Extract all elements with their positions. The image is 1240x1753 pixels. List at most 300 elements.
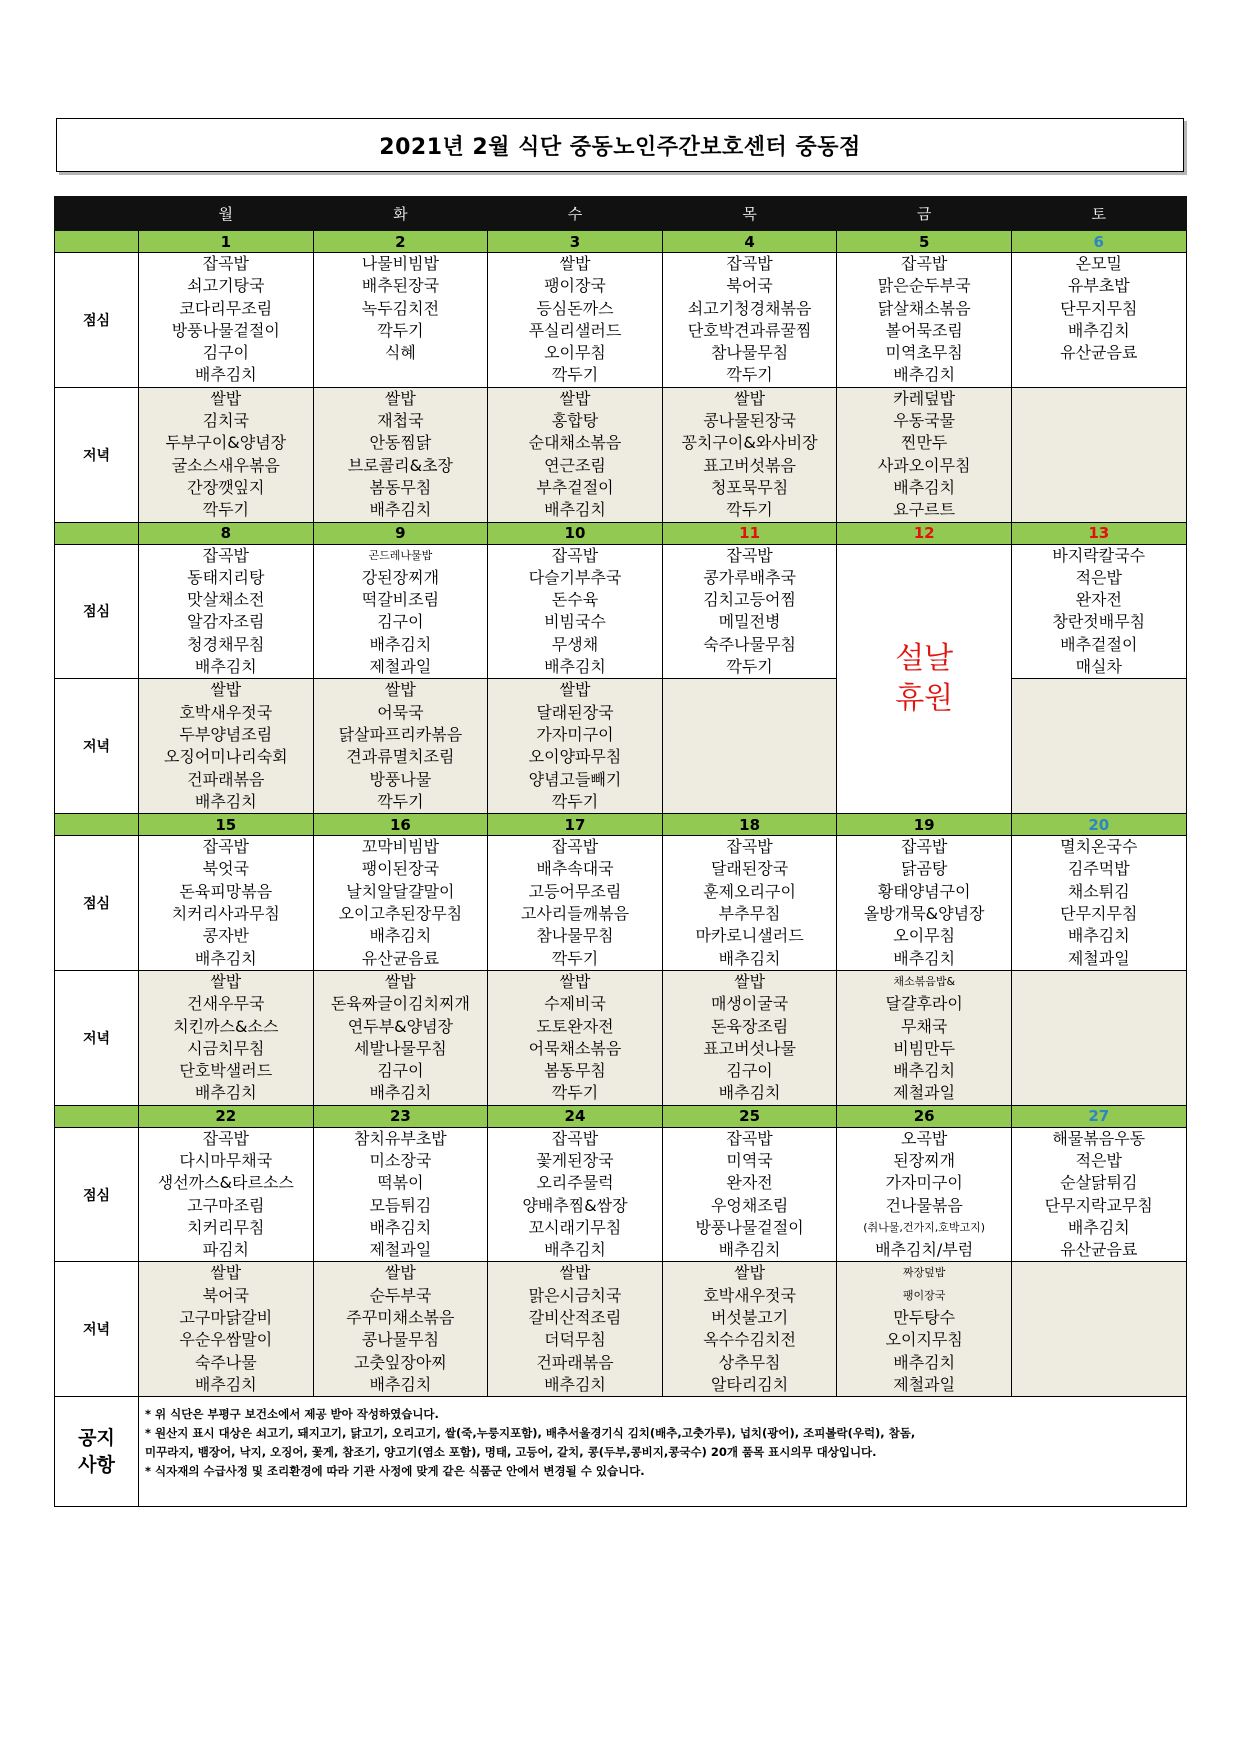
menu-item	[663, 791, 837, 813]
menu-item: 방풍나물	[369, 769, 432, 789]
menu-item: 호박새우젓국	[703, 1285, 796, 1305]
menu-item: 강된장찌개	[361, 567, 440, 587]
menu-item: 등심돈까스	[536, 298, 614, 318]
menu-item: 굴소스새우볶음	[171, 455, 280, 475]
menu-item-list	[488, 679, 662, 813]
menu-item: 두부구이&양념장	[165, 433, 287, 453]
menu-item: 잡곡밥	[551, 545, 599, 565]
menu-item: 깍두기	[726, 500, 773, 520]
date-row	[55, 814, 1187, 836]
notice-label-line: 사항	[78, 1453, 115, 1476]
menu-item: 팽이장국	[902, 1288, 946, 1302]
menu-item	[1012, 1262, 1186, 1284]
menu-item: 잡곡밥	[551, 837, 599, 857]
dinner-menu-cell	[313, 679, 488, 814]
menu-item: 미역초무침	[885, 343, 963, 363]
dinner-menu-cell	[488, 679, 663, 814]
dinner-label: 저녁	[55, 679, 139, 814]
menu-item: 모듬튀김	[369, 1195, 432, 1215]
menu-item: 가자미구이	[536, 724, 614, 744]
menu-item-list	[139, 1262, 313, 1396]
menu-item: 다시마무채국	[179, 1150, 273, 1170]
menu-item: 무채국	[900, 1016, 948, 1036]
lunch-menu-cell	[313, 544, 488, 679]
menu-item	[1012, 971, 1186, 993]
date-cell: 12	[837, 522, 1012, 544]
menu-item: 쌀밥	[384, 971, 416, 991]
menu-item-list	[663, 545, 837, 679]
notice-label	[55, 1397, 139, 1507]
menu-item: 동태지리탕	[187, 567, 265, 587]
weekday-fri: 금	[837, 197, 1012, 231]
menu-item: 배추김치	[194, 948, 257, 968]
menu-item: 매실차	[1075, 657, 1122, 677]
menu-item: 참나물무침	[536, 926, 614, 946]
menu-item	[1012, 1082, 1186, 1104]
menu-item: 잡곡밥	[202, 254, 249, 273]
dinner-menu-cell	[488, 1262, 663, 1397]
menu-item: 재첩국	[377, 411, 424, 431]
menu-item: 단호박샐러드	[179, 1061, 273, 1081]
menu-item: 제철과일	[893, 1083, 956, 1103]
date-cell: 13	[1011, 522, 1186, 544]
menu-item: 배추김치	[1067, 320, 1130, 340]
menu-item	[1012, 769, 1186, 791]
dinner-menu-cell	[662, 679, 837, 814]
menu-item: 오이무침	[544, 343, 606, 363]
date-cell: 22	[139, 1105, 314, 1127]
menu-item: 김치고등어찜	[703, 590, 796, 610]
menu-item-list	[1012, 679, 1186, 813]
date-cell: 5	[837, 231, 1012, 253]
dinner-row	[55, 387, 1187, 522]
date-row	[55, 1105, 1187, 1127]
menu-item: 달걀후라이	[885, 994, 963, 1014]
menu-item: 주꾸미채소볶음	[346, 1308, 455, 1328]
menu-item: 표고버섯나물	[703, 1038, 796, 1058]
menu-item: 달래된장국	[710, 859, 789, 879]
date-cell: 10	[488, 522, 663, 544]
menu-item-list	[663, 1128, 837, 1262]
menu-item	[1012, 1329, 1186, 1351]
notice-body	[139, 1397, 1187, 1507]
menu-item-list	[139, 545, 313, 679]
menu-item: 쌀밥	[559, 680, 591, 700]
menu-item: 양념고들빼기	[528, 769, 622, 789]
menu-item: 잡곡밥	[202, 1128, 249, 1148]
menu-item: 봄동무침	[369, 477, 432, 497]
menu-item: 옥수수김치전	[703, 1330, 796, 1350]
menu-item	[314, 364, 488, 386]
menu-item: 배추속대국	[536, 859, 614, 879]
menu-item: 배추김치	[194, 657, 257, 677]
lunch-menu-cell	[1011, 836, 1186, 971]
menu-item: 깍두기	[551, 948, 599, 968]
menu-item-list	[837, 253, 1011, 387]
menu-item: 시금치무침	[187, 1038, 265, 1058]
notice-line: * 원산지 표시 대상은 쇠고기, 돼지고기, 닭고기, 오리고기, 쌀(죽,누룽지포함), 배추서울경기식 김치(배추,고춧가루), 넙치(광어), 조피볼락(우럭), 참돔,	[145, 1426, 916, 1441]
menu-item-list	[314, 971, 488, 1105]
menu-item: 쌀밥	[559, 254, 591, 273]
menu-item: 창란젓배무침	[1052, 612, 1146, 632]
menu-item-list	[1012, 253, 1186, 387]
lunch-row	[55, 253, 1187, 388]
menu-item: 청경채무침	[187, 634, 265, 654]
menu-item: 잡곡밥	[202, 545, 249, 565]
menu-item: 쌀밥	[559, 1263, 591, 1283]
menu-item: 배추김치	[369, 1083, 432, 1103]
menu-item	[1012, 993, 1186, 1015]
lunch-menu-cell	[837, 253, 1012, 388]
menu-item: 배추김치	[194, 1374, 257, 1394]
menu-item: 식혜	[384, 343, 416, 363]
menu-item: 맑은순두부국	[877, 276, 971, 296]
menu-item: 건파래볶음	[187, 769, 265, 789]
menu-item-list	[663, 836, 837, 970]
menu-item: 배추김치	[718, 1083, 781, 1103]
holiday-line: 휴원	[895, 680, 954, 716]
lunch-menu-cell	[1011, 253, 1186, 388]
menu-item-list	[1012, 545, 1186, 679]
menu-item: 배추김치	[369, 634, 432, 654]
menu-item-list	[488, 1128, 662, 1262]
menu-item: 배추김치	[194, 791, 257, 811]
menu-item: 김구이	[726, 1061, 773, 1081]
menu-item: 메밀전병	[718, 612, 781, 632]
menu-item-list	[314, 1262, 488, 1396]
lunch-menu-cell	[662, 253, 837, 388]
menu-item: 배추김치	[369, 926, 432, 946]
menu-item: 제철과일	[369, 657, 432, 677]
lunch-menu-cell	[313, 253, 488, 388]
lunch-menu-cell	[662, 1127, 837, 1262]
menu-item: 배추김치	[369, 500, 432, 520]
menu-item	[1012, 1038, 1186, 1060]
menu-item: 비빔국수	[544, 612, 606, 632]
menu-item	[1012, 1374, 1186, 1396]
menu-item: (취나물,건가지,호박고지)	[863, 1220, 986, 1234]
menu-item: 참나물무침	[710, 343, 789, 363]
menu-item-list	[488, 388, 662, 522]
dinner-label: 저녁	[55, 387, 139, 522]
menu-item: 채소튀김	[1067, 881, 1130, 901]
date-cell: 11	[662, 522, 837, 544]
menu-item: 돈육짜글이김치찌개	[330, 994, 470, 1014]
menu-item: 고춧잎장아찌	[354, 1352, 447, 1372]
menu-item: 배추김치	[369, 1374, 432, 1394]
menu-item: 쌀밥	[734, 971, 766, 991]
date-row	[55, 522, 1187, 544]
weekday-thu: 목	[662, 197, 837, 231]
lunch-menu-cell	[313, 836, 488, 971]
menu-item: 돈육장조림	[710, 1016, 789, 1036]
date-cell: 6	[1011, 231, 1186, 253]
date-cell: 15	[139, 814, 314, 836]
weekday-sat: 토	[1011, 197, 1186, 231]
dinner-menu-cell	[837, 970, 1012, 1105]
menu-item: 건나물볶음	[885, 1195, 963, 1215]
menu-item-list	[314, 679, 488, 813]
menu-item: 닭살채소볶음	[877, 298, 971, 318]
date-cell: 18	[662, 814, 837, 836]
menu-item: 잡곡밥	[726, 837, 773, 857]
menu-item-list	[139, 679, 313, 813]
weekday-tue: 화	[313, 197, 488, 231]
menu-item: 배추김치	[893, 477, 956, 497]
menu-item: 깍두기	[551, 1083, 599, 1103]
menu-item: 갈비산적조림	[528, 1308, 622, 1328]
menu-item: 쌀밥	[734, 1263, 766, 1283]
menu-item: 양배추찜&쌈장	[522, 1195, 628, 1215]
menu-item: 잡곡밥	[551, 1128, 599, 1148]
dinner-menu-cell	[313, 387, 488, 522]
menu-item	[663, 724, 837, 746]
date-cell: 17	[488, 814, 663, 836]
menu-item: 깍두기	[377, 320, 424, 340]
menu-item: 잡곡밥	[202, 837, 249, 857]
menu-item: 달래된장국	[536, 702, 614, 722]
menu-item: 된장찌개	[893, 1150, 956, 1170]
date-cell: 4	[662, 231, 837, 253]
menu-item: 부추겉절이	[536, 477, 614, 497]
menu-item-list	[837, 388, 1011, 522]
menu-item	[1012, 455, 1186, 477]
date-cell: 8	[139, 522, 314, 544]
menu-item: 쌀밥	[559, 971, 591, 991]
menu-item: 콩나물무침	[361, 1330, 440, 1350]
menu-item	[1012, 702, 1186, 724]
menu-item: 배추김치	[544, 500, 606, 520]
menu-item: 매생이굴국	[710, 994, 789, 1014]
menu-item: 오이고추된장무침	[338, 904, 463, 924]
menu-item: 코다리무조림	[179, 298, 273, 318]
lunch-label: 점심	[55, 544, 139, 679]
menu-item-list	[837, 1128, 1011, 1262]
menu-item-list	[488, 545, 662, 679]
dinner-label: 저녁	[55, 970, 139, 1105]
menu-item	[1012, 410, 1186, 432]
menu-item: 돈수육	[551, 590, 599, 610]
menu-item: 배추김치	[718, 948, 781, 968]
menu-item-list	[837, 971, 1011, 1105]
menu-item-list	[488, 1262, 662, 1396]
lunch-menu-cell	[139, 1127, 314, 1262]
menu-item: 건새우무국	[187, 994, 265, 1014]
dinner-menu-cell	[139, 970, 314, 1105]
lunch-menu-cell	[488, 544, 663, 679]
menu-item-list	[1012, 971, 1186, 1105]
menu-item: 배추김치	[369, 1217, 432, 1237]
menu-item: 완자전	[1075, 590, 1122, 610]
dinner-row	[55, 1262, 1187, 1397]
menu-item: 간장깻잎지	[187, 477, 265, 497]
menu-item	[1012, 724, 1186, 746]
menu-item: 배추김치	[544, 657, 606, 677]
menu-item: 배추김치	[544, 1240, 606, 1260]
dinner-menu-cell	[139, 1262, 314, 1397]
menu-item-list	[139, 1128, 313, 1262]
menu-item	[1012, 1285, 1186, 1307]
dinner-menu-cell	[662, 1262, 837, 1397]
menu-item: 버섯불고기	[710, 1308, 789, 1328]
menu-item: 깍두기	[551, 365, 599, 385]
menu-item: 우동국물	[893, 411, 956, 431]
menu-item-list	[1012, 388, 1186, 522]
date-cell: 19	[837, 814, 1012, 836]
menu-item: 비빔만두	[893, 1038, 956, 1058]
dinner-menu-cell	[837, 1262, 1012, 1397]
lunch-label: 점심	[55, 253, 139, 388]
menu-item: 고등어무조림	[528, 881, 622, 901]
dinner-menu-cell	[313, 970, 488, 1105]
notice-label-line: 공지	[78, 1426, 115, 1449]
dinner-menu-cell	[1011, 387, 1186, 522]
menu-item: 잡곡밥	[726, 545, 773, 565]
menu-item: 카레덮밥	[893, 388, 956, 408]
menu-item: 숙주나물	[194, 1352, 257, 1372]
date-cell: 27	[1011, 1105, 1186, 1127]
menu-item: 배추김치	[718, 1240, 781, 1260]
date-cell: 24	[488, 1105, 663, 1127]
dinner-menu-cell	[1011, 970, 1186, 1105]
menu-item: 배추김치	[194, 1083, 257, 1103]
header-corner	[55, 197, 139, 231]
menu-item: 맛살채소전	[187, 590, 265, 610]
menu-item: 깍두기	[377, 791, 424, 811]
menu-item	[663, 769, 837, 791]
lunch-menu-cell	[662, 544, 837, 679]
menu-item-list	[314, 545, 488, 679]
menu-item: 배추겉절이	[1060, 634, 1138, 654]
menu-item: 잡곡밥	[726, 254, 773, 273]
menu-item: 세발나물무침	[354, 1038, 447, 1058]
lunch-menu-cell	[488, 836, 663, 971]
date-cell: 2	[313, 231, 488, 253]
lunch-row	[55, 1127, 1187, 1262]
weekday-header-row	[55, 197, 1187, 231]
menu-item: 올방개묵&양념장	[863, 904, 985, 924]
lunch-row	[55, 544, 1187, 679]
menu-item: 연두부&양념장	[347, 1016, 453, 1036]
date-cell: 16	[313, 814, 488, 836]
menu-item: 쌀밥	[384, 1263, 416, 1283]
menu-item-list	[314, 388, 488, 522]
date-cell: 26	[837, 1105, 1012, 1127]
menu-item: 호박새우젓국	[179, 702, 273, 722]
menu-item: 청포묵무침	[710, 477, 789, 497]
menu-item: 배추김치	[893, 1352, 956, 1372]
menu-item: 깍두기	[726, 365, 773, 385]
menu-item-list	[488, 836, 662, 970]
menu-item: 오징어미나리숙회	[163, 747, 288, 767]
menu-item: 더덕무침	[544, 1330, 606, 1350]
menu-item: 완자전	[726, 1173, 773, 1193]
lunch-label: 점심	[55, 836, 139, 971]
date-cell: 23	[313, 1105, 488, 1127]
menu-item: 녹두김치전	[361, 298, 440, 318]
menu-item-list	[314, 253, 488, 387]
menu-item: 요구르트	[893, 500, 956, 520]
menu-item: 잡곡밥	[726, 1128, 773, 1148]
menu-item-list	[663, 1262, 837, 1396]
lunch-menu-cell	[837, 1127, 1012, 1262]
menu-item: 쌀밥	[384, 388, 416, 408]
lunch-menu-cell	[1011, 1127, 1186, 1262]
menu-item	[1012, 1352, 1186, 1374]
menu-item: 오리주물럭	[536, 1173, 614, 1193]
menu-item-list	[314, 836, 488, 970]
menu-item: 김구이	[377, 612, 424, 632]
menu-item: 알타리김치	[710, 1374, 789, 1394]
menu-item: 배추김치	[893, 948, 956, 968]
menu-item: 닭곰탕	[900, 859, 948, 879]
menu-item: 오이무침	[893, 926, 956, 946]
menu-item: 나물비빔밥	[361, 254, 440, 273]
notice-row	[55, 1397, 1187, 1507]
menu-item: 참치유부초밥	[354, 1128, 447, 1148]
menu-item: 배추김치	[893, 1061, 956, 1081]
menu-item: 볼어묵조림	[885, 320, 963, 340]
dinner-menu-cell	[139, 387, 314, 522]
menu-item: 찐만두	[900, 433, 948, 453]
menu-item: 방풍나물겉절이	[695, 1217, 804, 1237]
menu-item: 순두부국	[369, 1285, 432, 1305]
menu-item: 배추김치	[1067, 926, 1130, 946]
menu-item: 떡갈비조림	[361, 590, 440, 610]
menu-item: 배추김치	[1067, 1217, 1130, 1237]
menu-item: 부추무침	[718, 904, 781, 924]
menu-item: 무생채	[551, 634, 599, 654]
menu-item-list	[837, 1262, 1011, 1396]
lunch-menu-cell	[139, 836, 314, 971]
menu-item-list	[139, 253, 313, 387]
menu-item: 김구이	[202, 343, 249, 363]
menu-item: 오이지무침	[885, 1330, 963, 1350]
menu-item-list	[837, 836, 1011, 970]
menu-item: 콩자반	[202, 926, 249, 946]
menu-item: 치커리무침	[187, 1217, 265, 1237]
menu-item: 북어국	[202, 1285, 249, 1305]
menu-item: 제철과일	[369, 1240, 432, 1260]
menu-item: 푸실리샐러드	[528, 320, 622, 340]
menu-item	[1012, 499, 1186, 521]
menu-item	[663, 702, 837, 724]
menu-item: 제철과일	[893, 1374, 956, 1394]
menu-item: 우엉채조림	[710, 1195, 789, 1215]
menu-item: 꽃게된장국	[536, 1150, 614, 1170]
menu-item: 팽이장국	[544, 276, 606, 296]
menu-item: 파김치	[202, 1240, 249, 1260]
menu-item: 사과오이무침	[877, 455, 971, 475]
lunch-menu-cell	[313, 1127, 488, 1262]
menu-item: 홍합탕	[551, 411, 599, 431]
menu-item: 바지락칼국수	[1052, 545, 1146, 565]
menu-item-list	[663, 388, 837, 522]
menu-item-list	[1012, 1262, 1186, 1396]
menu-item: 숙주나물무침	[703, 634, 796, 654]
menu-title-box	[56, 118, 1184, 172]
menu-item: 김구이	[377, 1061, 424, 1081]
date-cell: 25	[662, 1105, 837, 1127]
menu-item: 쌀밥	[384, 680, 416, 700]
page-title: 2021년 2월 식단 중동노인주간보호센터 중동점	[379, 134, 861, 160]
menu-item: 어묵채소볶음	[528, 1038, 622, 1058]
menu-item	[663, 746, 837, 768]
lunch-menu-cell	[139, 253, 314, 388]
menu-item: 잡곡밥	[900, 254, 948, 273]
menu-item: 단무지무침	[1060, 904, 1138, 924]
menu-item: 봄동무침	[544, 1061, 606, 1081]
